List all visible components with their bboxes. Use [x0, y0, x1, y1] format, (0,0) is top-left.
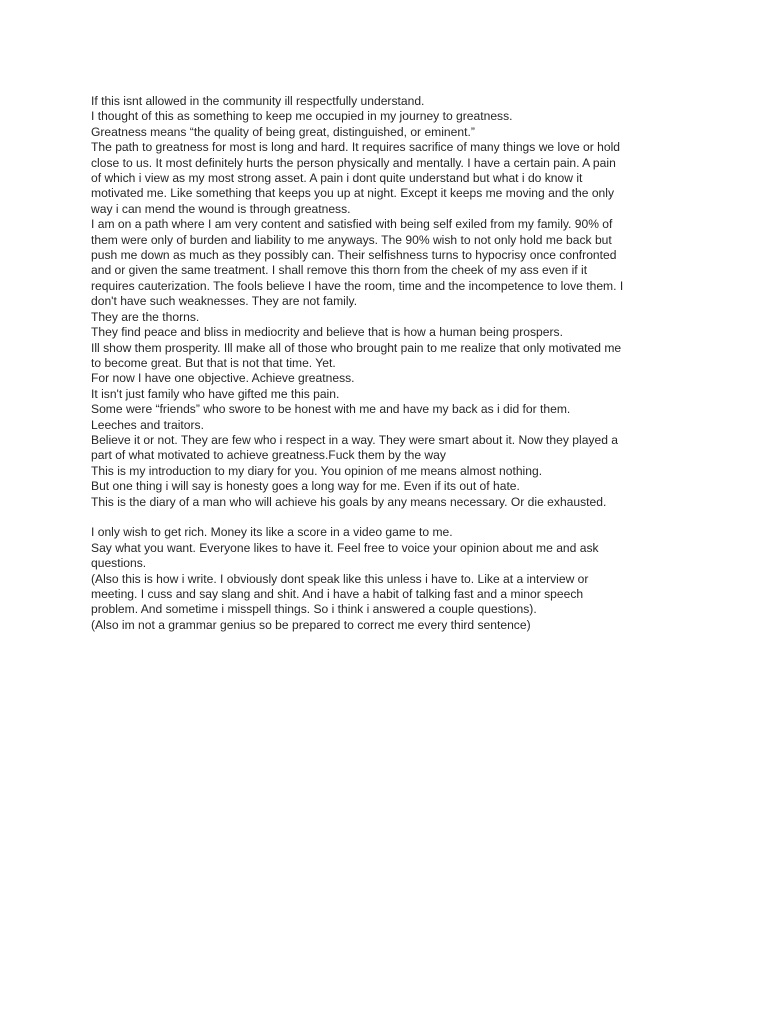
text-line: of which i view as my most strong asset. A pain i dont quite understand but what i do know it	[91, 171, 583, 186]
text-line: questions.	[91, 556, 147, 571]
text-line: Say what you want. Everyone likes to have it. Feel free to voice your opinion about me and ask	[91, 540, 599, 555]
text-line: They find peace and bliss in mediocrity and believe that is how a human being prospers.	[91, 325, 563, 340]
text-line: motivated me. Like something that keeps you up at night. Except it keeps me moving and the only	[91, 186, 615, 201]
blank-line	[91, 510, 711, 525]
text-line: Believe it or not. They are few who i respect in a way. They were smart about it. Now they played a	[91, 432, 619, 447]
text-line: push me down as much as they possibly can. Their selfishness turns to hypocrisy once confronted	[91, 248, 617, 263]
text-line: For now I have one objective. Achieve greatness.	[91, 371, 355, 386]
text-line: This is my introduction to my diary for you. You opinion of me means almost nothing.	[91, 463, 543, 478]
text-line: Greatness means “the quality of being great, distinguished, or eminent.”	[91, 124, 475, 139]
text-line: This is the diary of a man who will achieve his goals by any means necessary. Or die exhausted.	[91, 494, 607, 509]
text-line: meeting. I cuss and say slang and shit. And i have a habit of talking fast and a minor speech	[91, 586, 584, 601]
text-line: I only wish to get rich. Money its like a score in a video game to me.	[91, 525, 453, 540]
text-line: Leeches and traitors.	[91, 417, 204, 432]
text-line: close to us. It most definitely hurts the person physically and mentally. I have a certain pain. A pain	[91, 155, 616, 170]
text-line: them were only of burden and liability to me anyways. The 90% wish to not only hold me back but	[91, 232, 612, 247]
text-line: part of what motivated to achieve greatness.Fuck them by the way	[91, 448, 446, 463]
text-line: to become great. But that is not that time. Yet.	[91, 355, 336, 370]
text-line: Ill show them prosperity. Ill make all of those who brought pain to me realize that only motivated me	[91, 340, 622, 355]
text-line: The path to greatness for most is long and hard. It requires sacrifice of many things we love or hold	[91, 140, 621, 155]
text-line: (Also this is how i write. I obviously dont speak like this unless i have to. Like at a interview or	[91, 571, 589, 586]
text-line: (Also im not a grammar genius so be prepared to correct me every third sentence)	[91, 617, 531, 632]
text-line: don't have such weaknesses. They are not family.	[91, 294, 358, 309]
text-line: It isn't just family who have gifted me this pain.	[91, 386, 340, 401]
text-line: If this isnt allowed in the community ill respectfully understand.	[91, 94, 425, 108]
text-line: way i can mend the wound is through greatness.	[91, 201, 351, 216]
text-line: Some were “friends” who swore to be honest with me and have my back as i did for them.	[91, 402, 571, 417]
text-line: requires cauterization. The fools believe I have the room, time and the incompetence to love them. I	[91, 278, 624, 293]
document-body	[91, 94, 711, 633]
text-line: They are the thorns.	[91, 309, 200, 324]
text-line: and or given the same treatment. I shall remove this thorn from the cheek of my ass even if it	[91, 263, 588, 278]
text-line: I thought of this as something to keep me occupied in my journey to greatness.	[91, 109, 513, 124]
text-line: problem. And sometime i misspell things. So i think i answered a couple questions).	[91, 602, 537, 617]
text-line: But one thing i will say is honesty goes a long way for me. Even if its out of hate.	[91, 479, 520, 494]
text-line: I am on a path where I am very content and satisfied with being self exiled from my family. 90% of	[91, 217, 613, 232]
